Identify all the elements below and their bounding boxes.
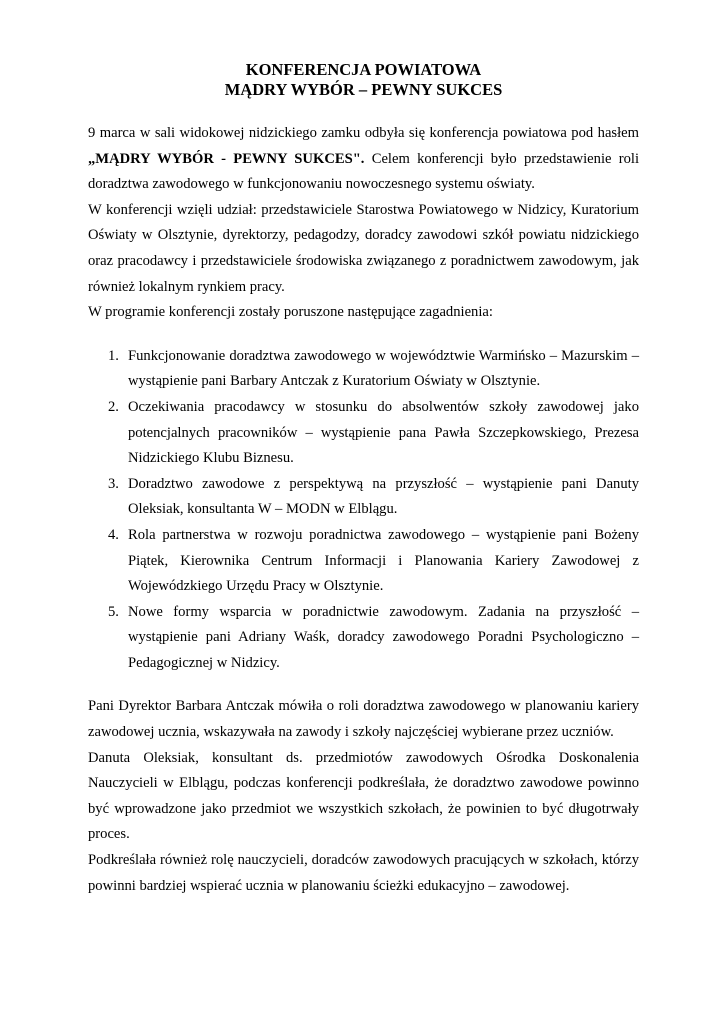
summary-paragraph-3: Podkreślała również rolę nauczycieli, doradców zawodowych pracujących w szkołach, którzy powinni bardziej wspierać ucznia w planowaniu ścieżki edukacyjno – zawodowej. bbox=[88, 852, 639, 894]
summary-section bbox=[88, 694, 639, 899]
list-item bbox=[88, 395, 639, 472]
document-page bbox=[88, 60, 639, 899]
list-item-number: 2. bbox=[108, 398, 119, 415]
intro-section bbox=[88, 121, 639, 326]
title-line-1: KONFERENCJA POWIATOWA bbox=[245, 60, 482, 79]
intro-paragraph-1-lead: 9 marca w sali widokowej nidzickiego zamku odbyła się konferencja powiatowa pod hasłem bbox=[88, 125, 639, 141]
list-item bbox=[88, 600, 639, 677]
conference-motto: „MĄDRY WYBÓR - PEWNY SUKCES". bbox=[88, 150, 365, 167]
intro-paragraph-1 bbox=[88, 121, 639, 198]
summary-paragraph-2: Danuta Oleksiak, konsultant ds. przedmiotów zawodowych Ośrodka Doskonalenia Nauczycieli w Elblągu, podczas konferencji podkreślała, że doradztwo zawodowe powinno być wprowadzone jako przedmiot we wszystkich szkołach, że powinien to być długotrwały proces. bbox=[88, 749, 639, 843]
intro-paragraph-1-rest: Celem konferencji było przedstawienie roli doradztwa zawodowego w funkcjonowaniu nowoczesnego systemu oświaty. bbox=[88, 150, 639, 193]
list-item bbox=[88, 344, 639, 395]
topics-list bbox=[88, 344, 639, 677]
document-title bbox=[88, 60, 639, 100]
list-item bbox=[88, 523, 639, 600]
summary-paragraph-1: Pani Dyrektor Barbara Antczak mówiła o roli doradztwa zawodowego w planowaniu kariery zawodowej ucznia, wskazywała na zawody i szkoły najczęściej wybierane przez uczniów. bbox=[88, 698, 639, 741]
list-item-number: 1. bbox=[108, 347, 119, 364]
list-item-text: Oczekiwania pracodawcy w stosunku do absolwentów szkoły zawodowej jako potencjalnych pracowników – wystąpienie pana Pawła Szczepkowskiego, Prezesa Nidzickiego Klubu Biznesu. bbox=[128, 398, 639, 467]
list-item-text: Funkcjonowanie doradztwa zawodowego w województwie Warmińsko – Mazurskim – wystąpienie pani Barbary Antczak z Kuratorium Oświaty w Olsztynie. bbox=[128, 347, 639, 390]
list-item-text: Rola partnerstwa w rozwoju poradnictwa zawodowego – wystąpienie pani Bożeny Piątek, Kierownika Centrum Informacji i Planowania Kariery Zawodowej z Wojewódzkiego Urzędu Pracy w Olsztynie. bbox=[128, 526, 639, 595]
list-item-text: Doradztwo zawodowe z perspektywą na przyszłość – wystąpienie pani Danuty Oleksiak, konsultanta W – MODN w Elblągu. bbox=[128, 475, 639, 518]
list-item-number: 5. bbox=[108, 603, 119, 620]
intro-paragraph-2: W konferencji wzięli udział: przedstawiciele Starostwa Powiatowego w Nidzicy, Kuratorium Oświaty w Olsztynie, dyrektorzy, pedagodzy, doradcy zawodowi szkół powiatu nidzickiego oraz pracodawcy i przedstawiciele środowiska związanego z poradnictwem zawodowym, jak również lokalnym rynkiem pracy. bbox=[88, 201, 639, 295]
list-item bbox=[88, 472, 639, 523]
intro-paragraph-3: W programie konferencji zostały poruszone następujące zagadnienia: bbox=[88, 304, 493, 321]
list-item-number: 4. bbox=[108, 526, 119, 543]
list-item-text: Nowe formy wsparcia w poradnictwie zawodowym. Zadania na przyszłość – wystąpienie pani Adriany Waśk, doradcy zawodowego Poradni Psychologiczno – Pedagogicznej w Nidzicy. bbox=[128, 603, 639, 671]
title-line-2: MĄDRY WYBÓR – PEWNY SUKCES bbox=[224, 80, 503, 99]
list-item-number: 3. bbox=[108, 475, 119, 492]
